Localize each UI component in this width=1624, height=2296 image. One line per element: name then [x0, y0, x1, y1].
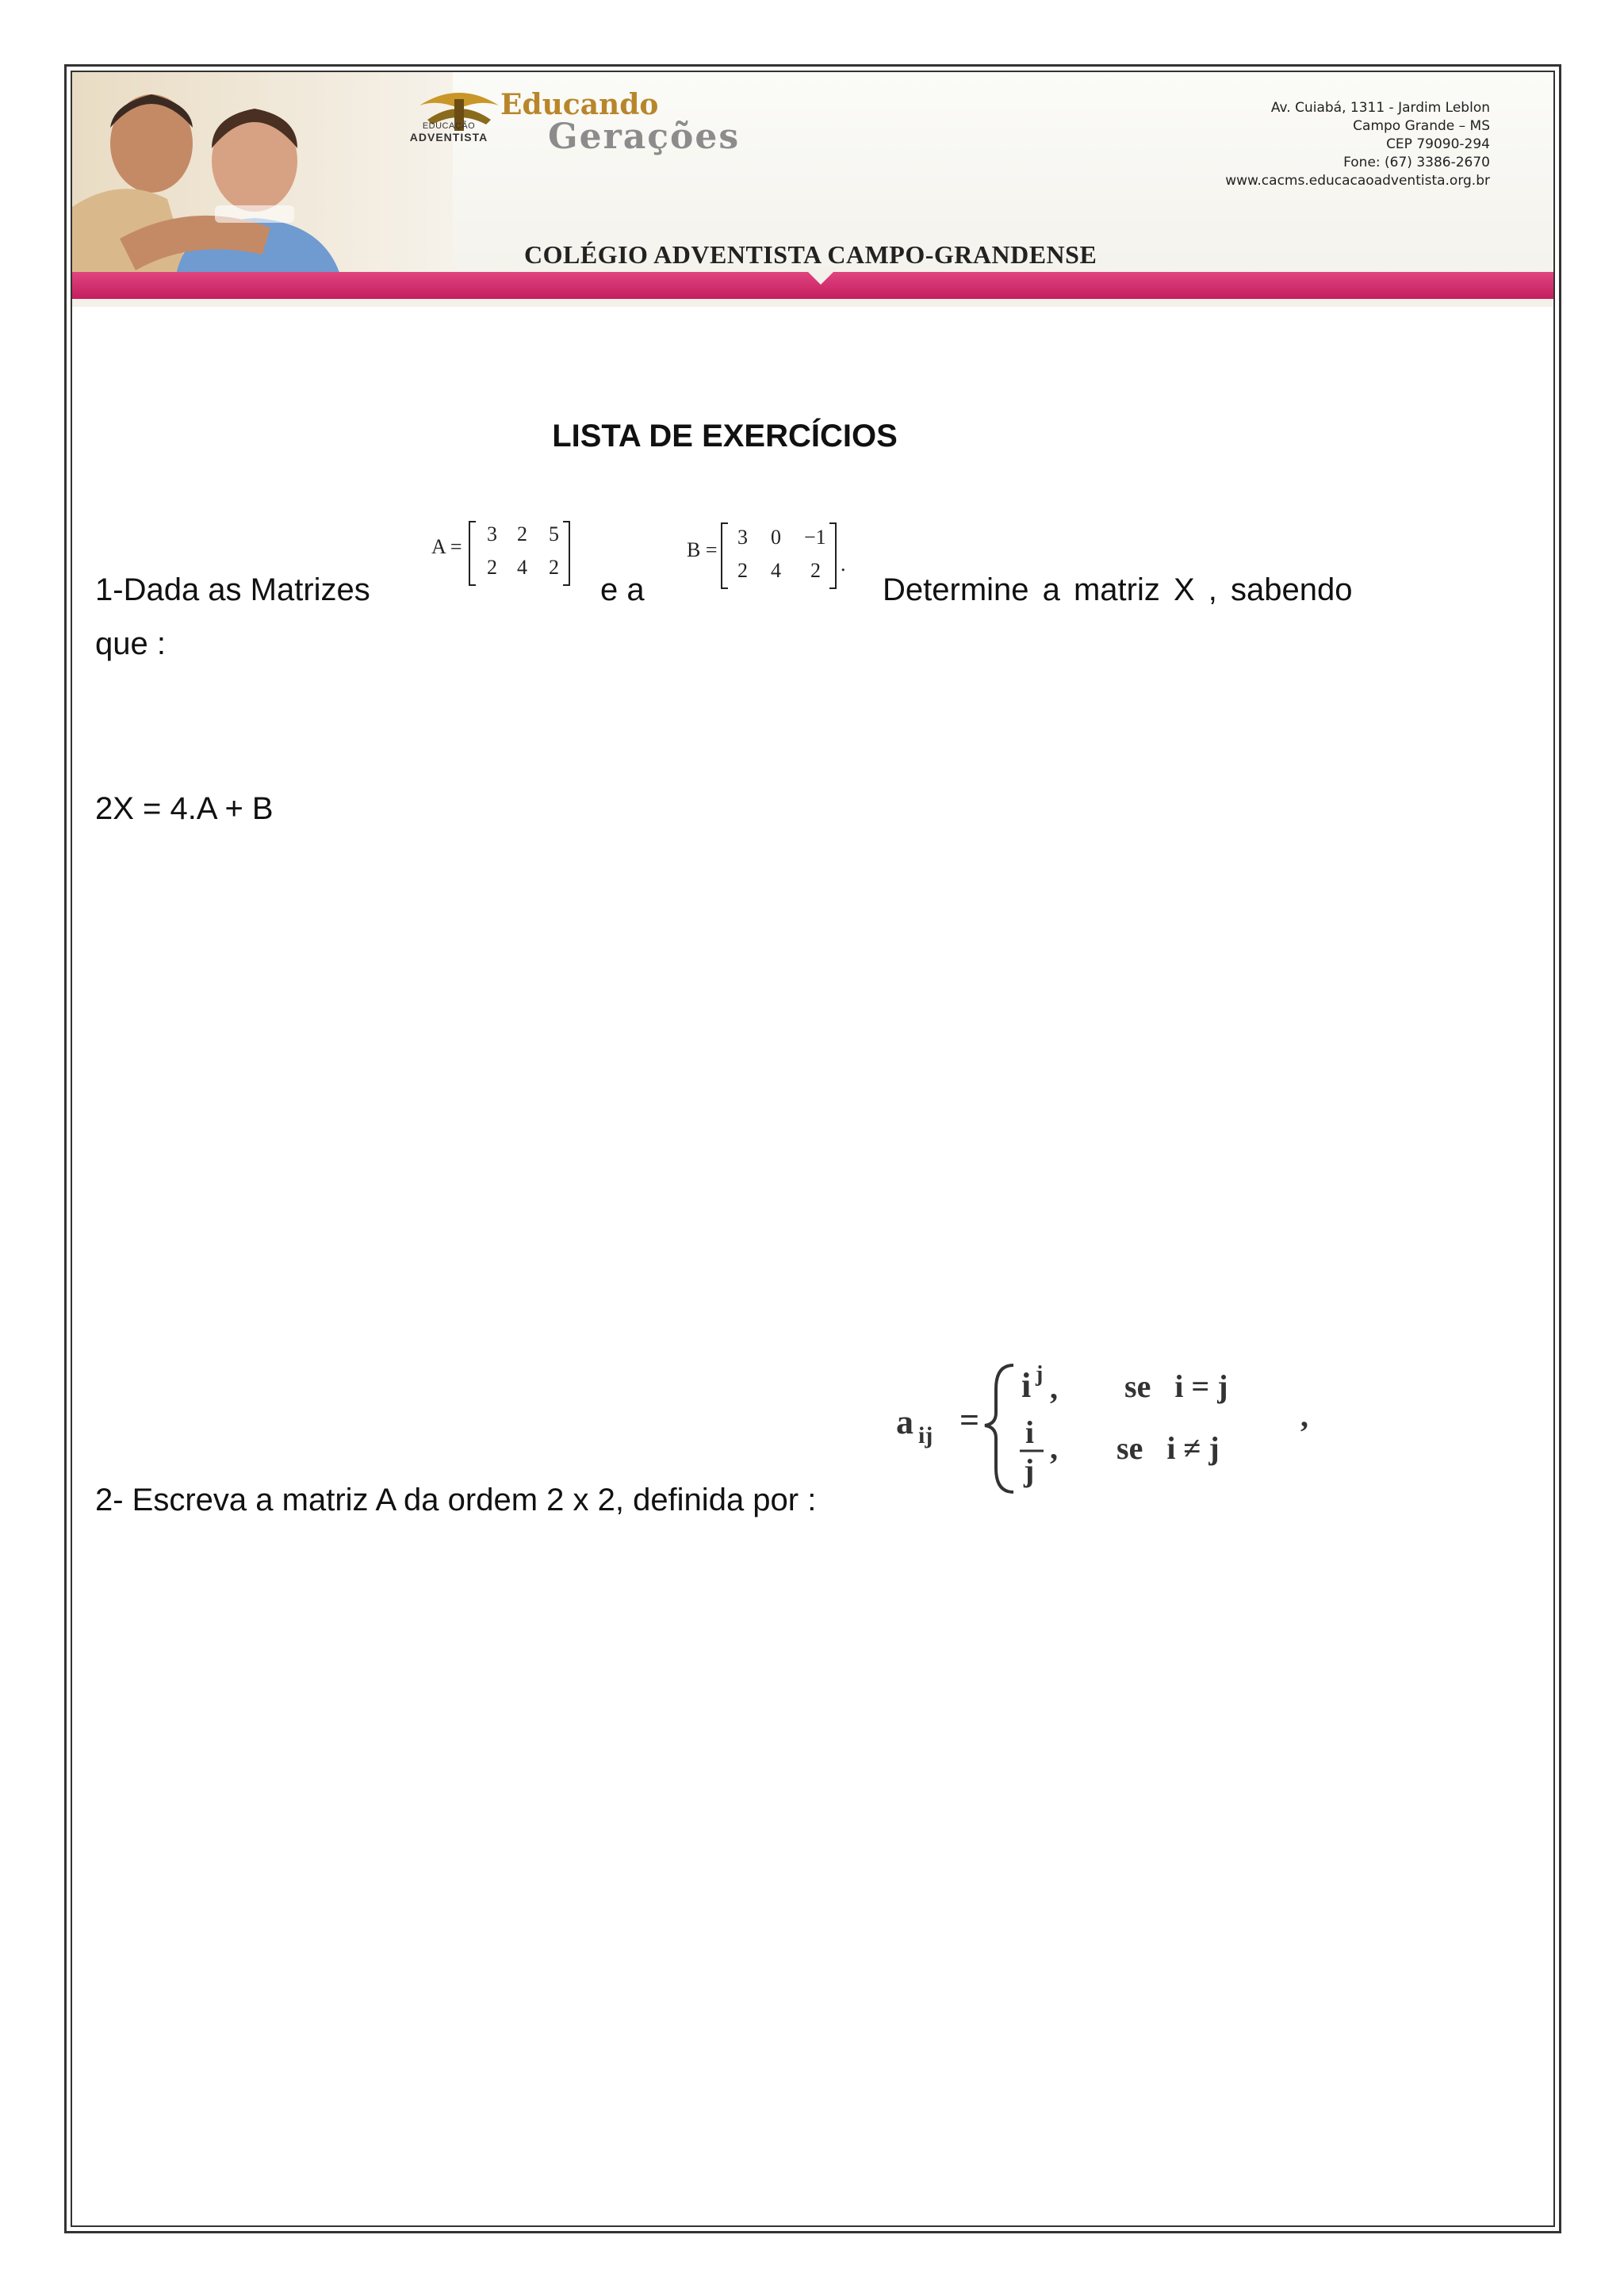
definition-brace: [985, 1365, 1013, 1492]
logo-title-educando: Educando: [500, 88, 659, 121]
case1-condition: se i = j: [1124, 1368, 1228, 1404]
matrix-b-cell: −1: [804, 526, 826, 549]
header-banner: [72, 72, 1553, 307]
educacao-adventista-mark: [397, 121, 500, 144]
case1-exponent: j: [1036, 1362, 1044, 1387]
exercise1-equation: 2X = 4.A + B: [95, 791, 274, 826]
exercise1-continuation: que :: [95, 626, 166, 661]
case2-denominator: j: [1024, 1452, 1035, 1488]
school-name: COLÉGIO ADVENTISTA CAMPO-GRANDENSE: [524, 240, 1097, 269]
address-line: CEP 79090-294: [1386, 136, 1490, 152]
matrix-b-label: B =: [687, 538, 718, 561]
matrix-a-label: A =: [431, 535, 462, 558]
matrix-b-cell: 3: [737, 526, 748, 549]
piecewise-definition: [894, 1349, 1323, 1500]
address-phone: Fone: (67) 3386-2670: [1343, 155, 1490, 170]
address-line: Campo Grande – MS: [1353, 118, 1490, 134]
case2-condition: se i ≠ j: [1116, 1430, 1220, 1466]
logo-line-adventista: ADVENTISTA: [409, 131, 488, 144]
logo-line-educacao: EDUCAÇÃO: [422, 121, 476, 131]
address-website: www.cacms.educacaoadventista.org.br: [1225, 173, 1490, 189]
case1-value: i: [1021, 1366, 1032, 1405]
matrix-a-cell: 4: [517, 556, 527, 579]
matrix-b: [684, 517, 866, 596]
banner-photo: [72, 72, 453, 280]
logo-title-geracoes: Gerações: [548, 117, 741, 157]
matrix-b-cell: 4: [771, 559, 781, 582]
page-title-text: LISTA DE EXERCÍCIOS: [552, 419, 898, 453]
matrix-b-period: .: [841, 553, 846, 576]
matrix-a-cell: 2: [549, 556, 559, 579]
case2-numerator: i: [1025, 1414, 1035, 1450]
matrix-a-cell: 2: [487, 556, 497, 579]
matrix-a-cell: 5: [549, 522, 559, 545]
page-title: [0, 419, 1624, 454]
matrix-b-cell: 2: [810, 559, 821, 582]
definition-lhs: a: [896, 1402, 914, 1441]
exercise1-connector: e a: [600, 572, 645, 607]
page-border-inner: [71, 71, 1555, 2227]
matrix-b-cell: 0: [771, 526, 781, 549]
matrix-a: [430, 514, 588, 593]
exercise1-instruction: [883, 572, 1352, 608]
exercise1-instruction-text: Determine a matriz X , sabendo: [883, 572, 1353, 607]
matrix-a-cell: 3: [487, 522, 497, 545]
address-line: Av. Cuiabá, 1311 - Jardim Leblon: [1270, 100, 1490, 116]
school-address: [1225, 99, 1490, 190]
case-separator: ,: [1050, 1370, 1058, 1406]
matrix-a-cell: 2: [517, 522, 527, 545]
case-separator: ,: [1050, 1430, 1058, 1466]
definition-lhs-subscript: ij: [918, 1422, 933, 1448]
exercise1-intro: 1-Dada as Matrizes: [95, 572, 370, 607]
exercise2-statement: 2- Escreva a matriz A da ordem 2 x 2, definida por :: [95, 1483, 817, 1517]
header-notch: [803, 267, 838, 285]
definition-equals: =: [959, 1401, 980, 1440]
matrix-b-cell: 2: [737, 559, 748, 582]
definition-trailing-mark: ’: [1299, 1414, 1310, 1450]
